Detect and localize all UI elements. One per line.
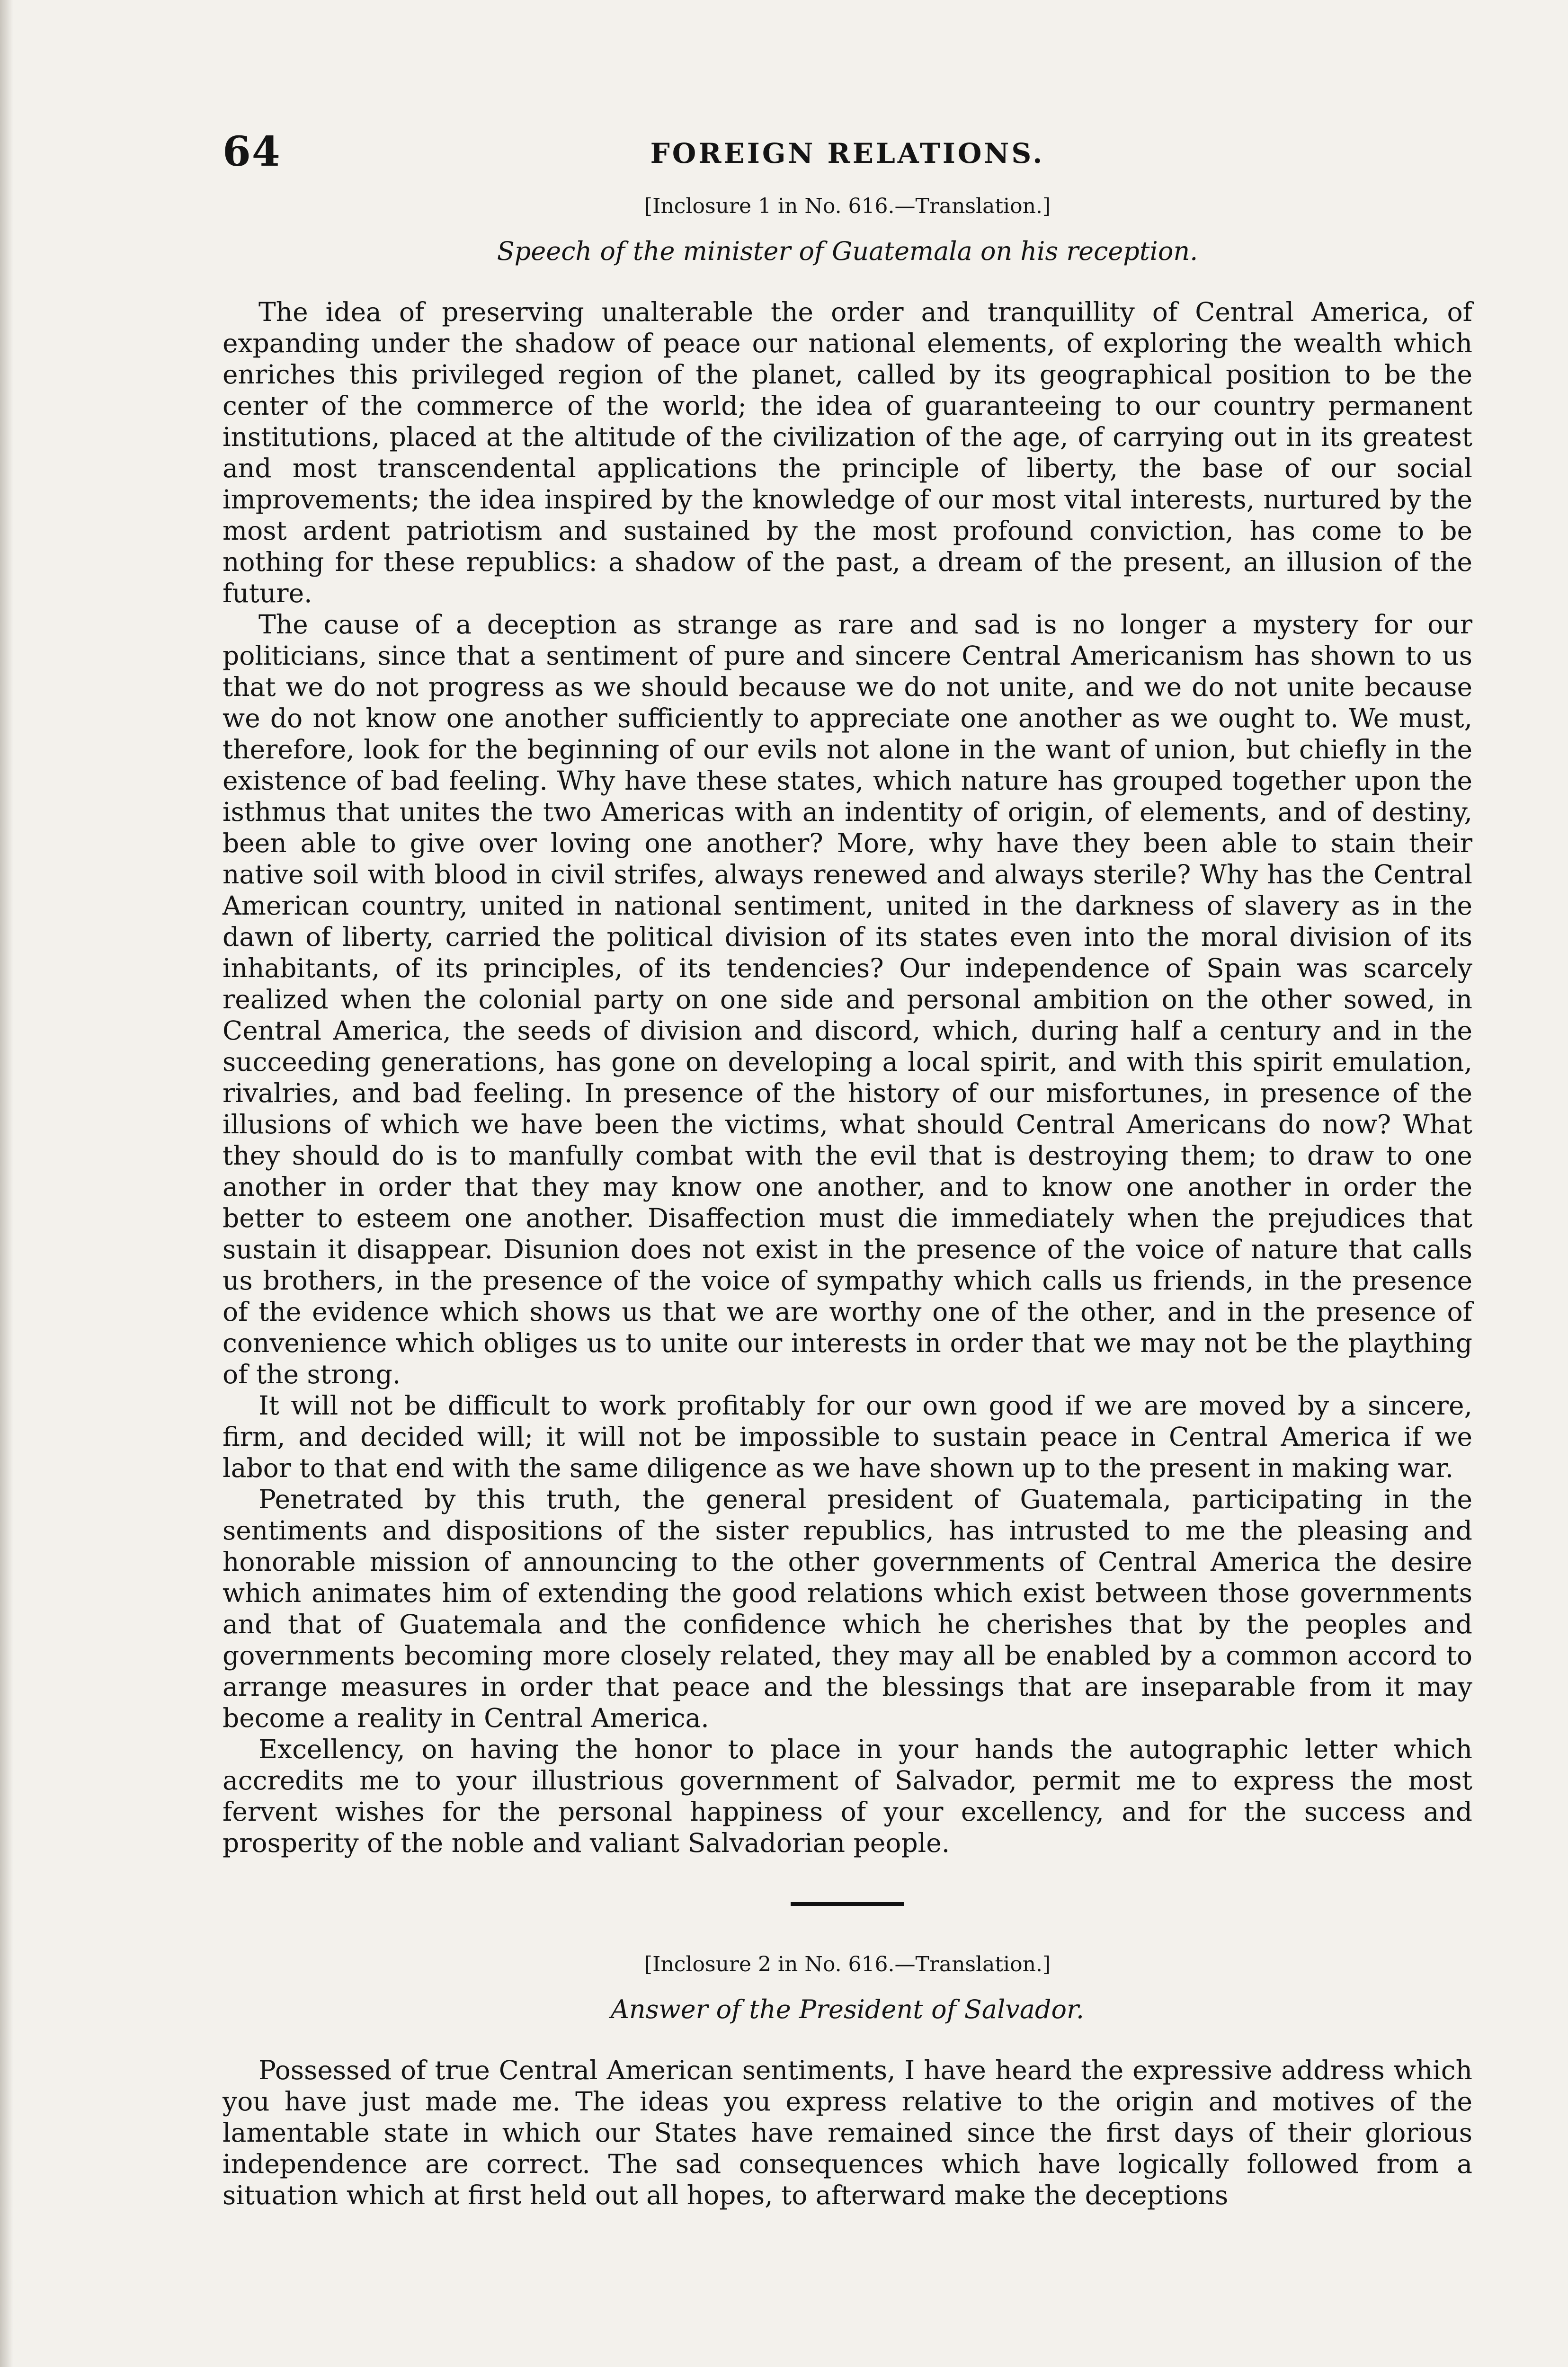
speech-paragraph-4: Penetrated by this truth, the general president of Guatemala, participating in the sentiments and dispositions of the sister republics, has intrusted to me the pleasing and honorable mission of announcing to the other governments of Central America the desire which animates him of extending the good relations which exist between those governments and that of Guatemala and the confidence which he cherishes that by the peoples and governments becoming more closely related, they may all be enabled by a common accord to arrange measures in order that peace and the blessings that are inseparable from it may become a reality in Central America. [223,1484,1472,1733]
speech-paragraph-3: It will not be difficult to work profitably for our own good if we are moved by a sincere, firm, and decided will; it will not be impossible to sustain peace in Central America if we labor to that end with the same diligence as we have shown up to the present in making war. [223,1390,1472,1483]
speech-heading: Speech of the minister of Guatemala on his reception. [497,236,1198,266]
running-head [223,118,1472,175]
inclosure-2-label: [Inclosure 2 in No. 616.—Translation.] [644,1952,1051,1976]
page-number: 64 [223,128,281,176]
text-column [223,118,1472,2211]
section-divider [791,1902,904,1906]
speech-paragraph-5: Excellency, on having the honor to place in your hands the autographic letter which accredits me to your illustrious government of Salvador, permit me to express the most fervent wishes for the personal happiness of your excellency, and for the success and prosperity of the noble and valiant Salvadorian people. [223,1734,1472,1858]
running-title: FOREIGN RELATIONS. [650,137,1045,169]
speech-paragraph-2: The cause of a deception as strange as rare and sad is no longer a mystery for our politicians, since that a sentiment of pure and sincere Central Americanism has shown to us that we do not progress as we should because we do not unite, and we do not unite because we do not know one another sufficiently to appreciate one another as we ought to. We must, therefore, look for the beginning of our evils not alone in the want of union, but chiefly in the existence of bad feeling. Why have these states, which nature has grouped together upon the isthmus that unites the two Americas with an indentity of origin, of elements, and of destiny, been able to give over loving one another? More, why have they been able to stain their native soil with blood in civil strifes, always renewed and always sterile? Why has the Central American country, united in national sentiment, united in the darkness of slavery as in the dawn of liberty, carried the political division of its states even into the moral division of its inhabitants, of its principles, of its tendencies? Our independence of Spain was scarcely realized when the colonial party on one side and personal ambition on the other sowed, in Central America, the seeds of division and discord, which, during half a century and in the succeeding generations, has gone on developing a local spirit, and with this spirit emulation, rivalries, and bad feeling. In presence of the history of our misfortunes, in presence of the illusions of which we have been the victims, what should Central Americans do now? What they should do is to manfully combat with the evil that is destroying them; to draw to one another in order that they may know one another, and to know one another in order the better to esteem one another. Disaffection must die immediately when the prejudices that sustain it disappear. Disunion does not exist in the presence of the voice of nature that calls us brothers, in the presence of the voice of sympathy which calls us friends, in the presence of the evidence which shows us that we are worthy one of the other, and in the presence of convenience which obliges us to unite our interests in order that we may not be the plaything of the strong. [223,609,1472,1389]
answer-heading: Answer of the President of Salvador. [610,1994,1085,2024]
answer-paragraph-1: Possessed of true Central American sentiments, I have heard the expressive address which you have just made me. The ideas you express relative to the origin and motives of the lamentable state in which our States have remained since the first days of their glorious independence are correct. The sad consequences which have logically followed from a situation which at first held out all hopes, to afterward make the deceptions [223,2055,1472,2210]
page-edge-shadow [0,0,13,2367]
inclosure-1-label: [Inclosure 1 in No. 616.—Translation.] [644,194,1051,218]
speech-paragraph-1: The idea of preserving unalterable the order and tranquillity of Central America, of expanding under the shadow of peace our national elements, of exploring the wealth which enriches this privileged region of the planet, called by its geographical position to be the center of the commerce of the world; the idea of guaranteeing to our country permanent institutions, placed at the altitude of the civilization of the age, of carrying out in its greatest and most transcendental applications the principle of liberty, the base of our social improvements; the idea inspired by the knowledge of our most vital interests, nurtured by the most ardent patriotism and sustained by the most profound conviction, has come to be nothing for these republics: a shadow of the past, a dream of the present, an illusion of the future. [223,297,1472,608]
